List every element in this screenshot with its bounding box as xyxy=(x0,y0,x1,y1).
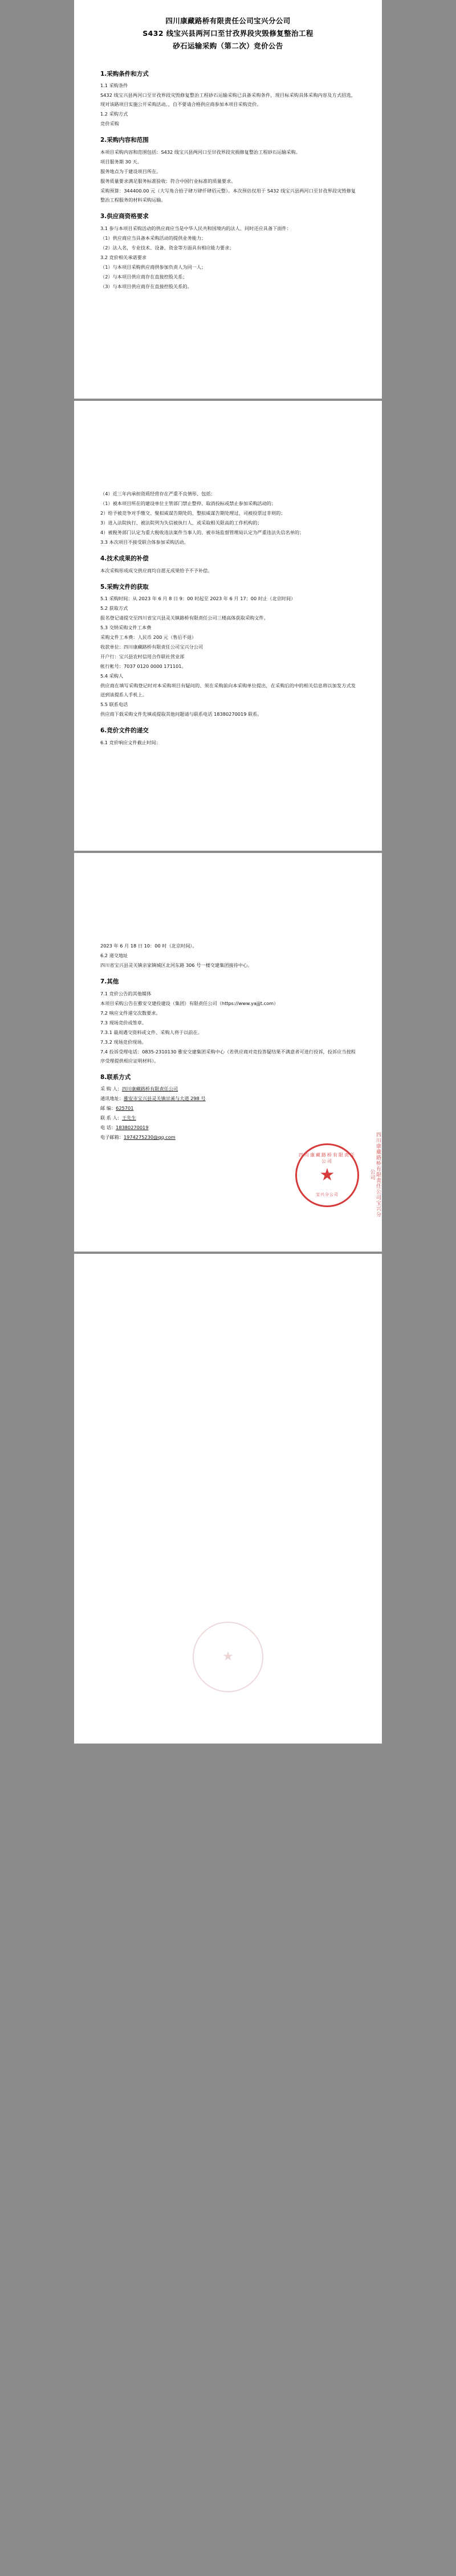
paragraph: 本项目采购内容和范围包括：S432 线宝兴县两河口至甘孜界段灾损修复整治工程砂石运输采购。 xyxy=(100,149,300,155)
paragraph: 7.3.1 最周遇交资料或文件、采购人将于以前在。 xyxy=(100,1029,202,1035)
paragraph: （1）供应商应当具备本采购活动的提供业务能力； xyxy=(100,235,206,241)
paragraph: 供应商在填写采购登记时对本采购项目有疑问的、须在采购前向本采购单位提出，在采购后的中的相关信息将以加发方式发送到该提系人手机上。 xyxy=(100,683,356,698)
paragraph: 7.4 投诉受理电话：0835-2310130 雅安交建集团采购中心（若供应商对竞投答疑结果不满意者可进行投诉，投诉应当按程序受理提供相应证明材料）。 xyxy=(100,1048,356,1064)
paragraph: 5.3 交纳采购文件工本费 xyxy=(100,625,152,631)
contact-label: 采 购 人： xyxy=(100,1086,122,1092)
page-bottom-blank xyxy=(100,292,356,378)
contact-value: 四川康藏路桥有限责任公司 xyxy=(121,1086,178,1092)
paragraph: （2）法人名，专业技术、设备、资金等方面具有相应能力要求； xyxy=(100,244,234,251)
paragraph: 6.1 竞价响应文件截止时间： xyxy=(100,739,161,745)
paragraph: 5.2 获取方式 xyxy=(100,605,128,612)
contact-row xyxy=(100,1085,356,1094)
document-page-1 xyxy=(74,0,382,399)
section-heading-4: 4.技术成果的补偿 xyxy=(100,555,149,562)
paragraph: 1.2 采购方式 xyxy=(100,111,128,117)
title-line-2: S432 线宝兴县两河口至甘孜界段灾毁修复整治工程 xyxy=(142,28,314,38)
paragraph: 采购预算：344400.00 元（大写角合拾子肆万肆仟肆佰元整）。本次预估仅用于 S432 线宝兴县两河口至甘孜界段灾毁修复整治工程服务的材料采购运输。 xyxy=(100,187,356,203)
seal-bottom-text: 宝兴分公司 xyxy=(316,1192,339,1197)
paragraph: 3）进入法院执行、被法院列为失信被执行人、或采取相关限高的工作机构的； xyxy=(100,519,262,526)
paragraph: 7.1 竞价公告的其他媒体 xyxy=(100,990,152,996)
paragraph: （3）与本项目供应商存在直接控股关系的。 xyxy=(100,283,192,289)
contact-label: 通讯地址： xyxy=(100,1096,124,1102)
paragraph: 供应商下载采购文件先填或提取其他问题请与联系电话 18380270019 联系。 xyxy=(100,711,262,717)
seal-top-text: 四川康藏路桥有限责任公司 xyxy=(299,1152,356,1164)
contact-value: 18380270019 xyxy=(116,1125,149,1131)
paragraph: 3.2 竞价相关承诺要求 xyxy=(100,254,147,260)
paragraph: 本次采购形成成交供应商均自愿无成果给予不予补偿。 xyxy=(100,567,213,573)
paragraph: 1.1 采购条件 xyxy=(100,83,128,89)
paragraph: 采购文件工本费：人民币 200 元（售后不退） xyxy=(100,634,197,641)
paragraph: 本项目采购公告在雅安交建投建设（集团）有限责任公司（https://www.yajjjt.com） xyxy=(100,1000,279,1006)
paragraph: 5.1 采购时间：从 2023 年 6 月 8 日 9：00 时起至 2023 年 6 月 17：00 时止（北京时间） xyxy=(100,596,296,602)
title-spacer xyxy=(100,54,356,63)
contact-value: 625701 xyxy=(116,1105,134,1111)
contact-label: 电 话： xyxy=(100,1125,116,1131)
paragraph: 报名登记请提交至四川省宝兴县灵关镇路桥有限责任公司三楼高体获取采购文件。 xyxy=(100,615,268,621)
title-line-1: 四川康藏路桥有限责任公司宝兴分公司 xyxy=(165,17,291,25)
star-icon: ★ xyxy=(319,1164,335,1185)
page-top-blank xyxy=(100,873,356,942)
paragraph: 3.3 本次项目不接受联合体参加采购活动。 xyxy=(100,539,189,545)
paragraph: 2023 年 6 月 18 日 10：00 时（北京时间）。 xyxy=(100,942,197,949)
paragraph: 收款单位：四川康藏路桥有限责任公司宝兴分公司 xyxy=(100,644,203,650)
side-stamp-text: 四川康藏路桥有限责任公司宝兴分公司 xyxy=(369,1131,381,1217)
paragraph: （1）被本项目所在的建设单位主管部门禁止整停、取消投标或禁止参加采购活动的； xyxy=(100,500,276,506)
title-line-3: 砂石运输采购（第二次）竞价公告 xyxy=(173,41,283,50)
paragraph: 7.3.2 现场竞价现场。 xyxy=(100,1039,146,1045)
contact-row xyxy=(100,1133,356,1142)
section-heading-1: 1.采购条件和方式 xyxy=(100,70,149,77)
paragraph: 5.5 联系电话 xyxy=(100,702,128,708)
section-heading-3: 3.供应商资格要求 xyxy=(100,212,149,220)
document-page-3 xyxy=(74,853,382,1252)
section-heading-2: 2.采购内容和范围 xyxy=(100,137,149,144)
paragraph: 6.2 递交地址 xyxy=(100,952,128,958)
paragraph: 竞价采购 xyxy=(100,121,119,127)
page-top-blank xyxy=(100,421,356,490)
document-title xyxy=(100,15,356,52)
section-heading-6: 6.竞价文件的递交 xyxy=(100,727,149,735)
contact-label: 邮 编： xyxy=(100,1105,116,1111)
contact-label: 电子邮箱： xyxy=(100,1134,124,1141)
contact-value: 1974275230@qq.com xyxy=(123,1134,176,1141)
paragraph: 项目服务期 30 天。 xyxy=(100,159,142,165)
paragraph: 四川省宝兴县灵关镇亲家镇城区北河东路 306 号一楼交建集团接待中心。 xyxy=(100,962,253,968)
paragraph: （4）近三年内承担资质经营存在严重不良情形、包括： xyxy=(100,491,215,497)
paragraph: （1）与本项目采购供应商供参加负责人为同一人； xyxy=(100,264,206,270)
paragraph: 4）被税务部门认定为重大税收违法案件当事人的、被市场监督管理局认定为严重违法失信名单的； xyxy=(100,529,304,535)
paragraph: （2）与本项目供应商存在直接控股关系； xyxy=(100,273,188,280)
contact-value: 王先生 xyxy=(121,1115,136,1121)
paragraph: 5.4 采购人 xyxy=(100,673,124,679)
paragraph: 7.3 现场竞价或签章。 xyxy=(100,1019,147,1026)
contact-row xyxy=(100,1114,356,1123)
paragraph: 2）给予被竞争对手缴交、聚拟威谋告期处的、整拟威谋告期处理过、司被投票过非则的； xyxy=(100,510,286,516)
paragraph: S432 线宝兴县两河口至甘孜界段灾毁修复整治工程砂石运输采购已具备采购条件，现目标采购具体采购内容及方式招选，现对该路项目实施公开采购活动。，自不要请合格供应商参加本项目采购竞价。 xyxy=(100,92,356,108)
section-heading-8: 8.联系方式 xyxy=(100,1073,131,1081)
paragraph: 服务地点为于建设项目所在。 xyxy=(100,169,161,175)
paragraph: 服务质量要求满足服务标准验收：符合中国行业标准的质量要求。 xyxy=(100,178,236,184)
contact-row xyxy=(100,1094,356,1104)
document-page-4 xyxy=(74,1254,382,1744)
paragraph: 3.1 参与本项目采购活动的供应商应当是中华人民共和国境内的法人、同时还应具备下面件： xyxy=(100,225,291,231)
contact-value: 雅安市宝兴县灵关镇甘溪与大道 298 号 xyxy=(123,1096,206,1102)
document-page-2 xyxy=(74,401,382,851)
contact-row xyxy=(100,1123,356,1133)
section-heading-7: 7.其他 xyxy=(100,978,119,985)
paragraph: 帐行帐号：7037 0120 0000 171101。 xyxy=(100,663,186,670)
contact-row xyxy=(100,1104,356,1113)
page-bottom-blank xyxy=(100,748,356,834)
paragraph: 开户行：宝兴县农村信用合作联社营业部 xyxy=(100,654,185,660)
section-heading-5: 5.采购文件的获取 xyxy=(100,583,149,590)
watermark-seal-icon: ★ xyxy=(193,1622,263,1692)
paragraph: 7.2 响应文件递交次数要求。 xyxy=(100,1010,161,1016)
company-seal-stamp xyxy=(295,1143,359,1207)
contact-label: 联 系 人： xyxy=(100,1115,122,1121)
